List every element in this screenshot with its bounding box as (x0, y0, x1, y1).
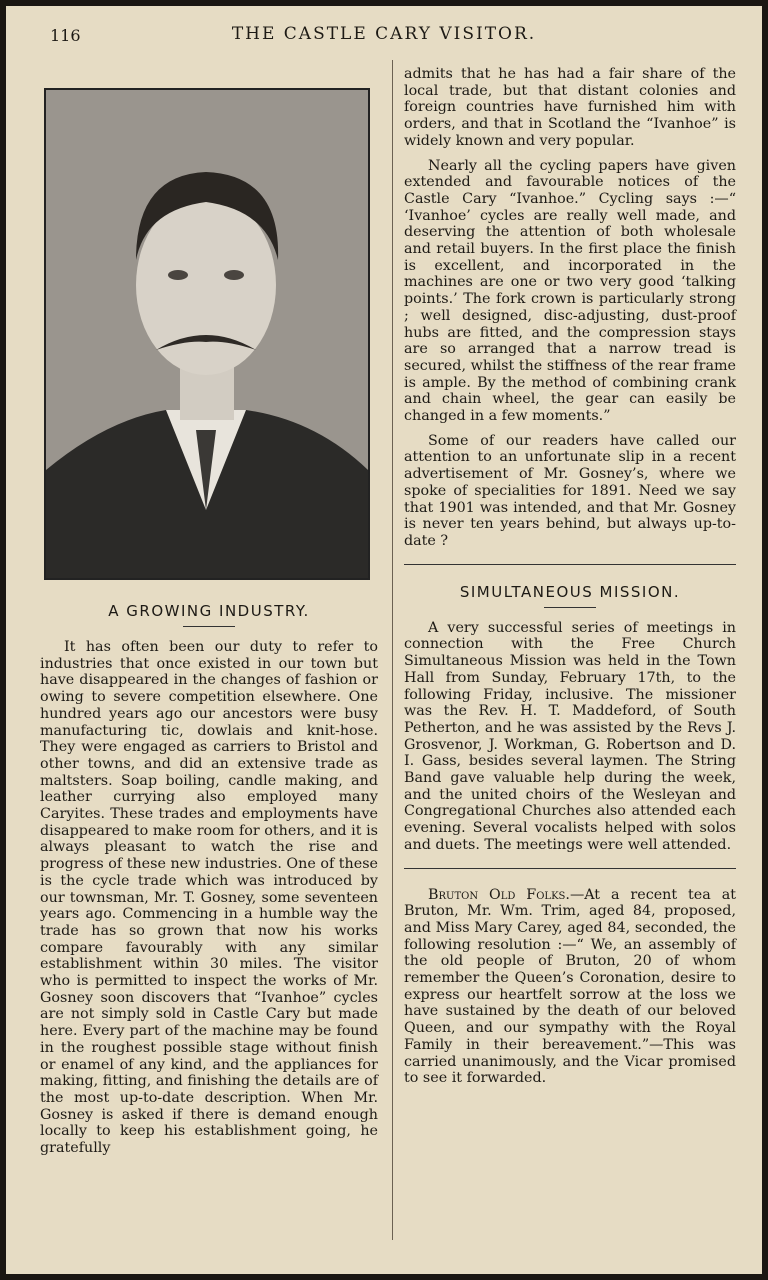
running-head (6, 20, 762, 50)
bruton-text: —At a recent tea at Bruton, Mr. Wm. Trim, aged 84, proposed, and Miss Mary Carey, aged 84, seconded, the following resolution :—“ We, an assembly of the old people of Bruton, 20 of whom remember the Queen’s Coronation, desire to express our heartfelt sorrow at the loss we have sustained by the death of our beloved Queen, and our sympathy with the Royal Family in their bereavement.”—This was carried unanimously, and the Vicar promised to see it forwarded. (404, 886, 736, 1087)
growing-industry-paragraph: It has often been our duty to refer to industries that once existed in our town but have disappeared in the changes of fashion or owing to severe competition elsewhere. One hundred years ago our ancestors were busy manufacturing tic, dowlais and knit-hose. They were engaged as carriers to Bristol and other towns, and did an extensive trade as maltsters. Soap boiling, candle making, and leather currying also employed many Caryites. These trades and employments have disappeared to make room for others, and it is always pleasant to watch the rise and progress of these new industries. One of these is the cycle trade which was introduced by our townsman, Mr. T. Gosney, some seventeen years ago. Commencing in a humble way the trade has so grown that now his works compare favourably with any similar establishment within 30 miles. The visitor who is permitted to inspect the works of Mr. Gosney soon discovers that “Ivanhoe” cycles are not simply sold in Castle Cary but made here. Every part of the machine may be found in the roughest possible stage without finish or enamel of any kind, and the appliances for making, fitting, and finishing the details are of the most up-to-date description. When Mr. Gosney is asked if there is demand enough locally to keep his establishment going, he gratefully (40, 639, 379, 1157)
section-rule (404, 868, 736, 869)
continued-paragraph: admits that he has had a fair share of the local trade, but that distant colonies and foreign countries have furnished him with orders, and that in Scotland the “Ivanhoe” is widely known and very popular. (404, 66, 736, 149)
left-column (40, 70, 378, 1157)
bruton-lead: Bruton Old Folks. (428, 886, 570, 903)
right-column (404, 66, 736, 1087)
heading-growing-industry: A GROWING INDUSTRY. (108, 602, 310, 620)
page-number: 116 (50, 26, 81, 45)
section-rule (404, 564, 736, 565)
mission-paragraph: A very successful series of meetings in connection with the Free Church Simultaneous Mission was held in the Town Hall from Sunday, February 17th, to the following Friday, inclusive. The missioner was the Rev. H. T. Maddeford, of South Petherton, and he was assisted by the Revs J. Grosvenor, J. Workman, G. Robertson and D. I. Gass, besides several laymen. The String Band gave valuable help during the week, and the united choirs of the Wesleyan and Congregational Churches also attended each evening. Several vocalists helped with solos and duets. The meetings were well attended. (404, 619, 736, 853)
advertisement-slip-paragraph: Some of our readers have called our attention to an unfortunate slip in a recent advertisement of Mr. Gosney’s, where we spoke of specialities for 1891. Need we say that 1901 was intended, and that Mr. Gosney is never ten years behind, but always up-to-date ? (404, 432, 736, 549)
page (6, 6, 762, 1274)
heading-simultaneous-mission: SIMULTANEOUS MISSION. (459, 582, 681, 601)
heading-rule (183, 626, 235, 627)
portrait-illustration (46, 90, 368, 578)
column-divider (392, 60, 393, 1240)
bruton-paragraph (404, 887, 736, 1087)
cycling-papers-paragraph: Nearly all the cycling papers have given extended and favourable notices of the Castle Cary “Ivanhoe.” Cycling says :—“ ‘Ivanhoe’ cycles are really well made, and deserving the attention of both wholesale and retail buyers. In the first place the finish is excellent, and incorporated in the machines are one or two very good ‘talking points.’ The fork crown is particularly strong ; well designed, disc-adjusting, dust-proof hubs are fitted, and the compression stays are so arranged that a narrow tread is secured, whilst the stiffness of the rear frame is ample. By the method of combining crank and chain wheel, the gear can easily be changed in a few moments.” (404, 157, 736, 425)
portrait-photo (44, 88, 370, 580)
journal-title: THE CASTLE CARY VISITOR. (231, 24, 537, 44)
heading-rule (544, 607, 596, 608)
